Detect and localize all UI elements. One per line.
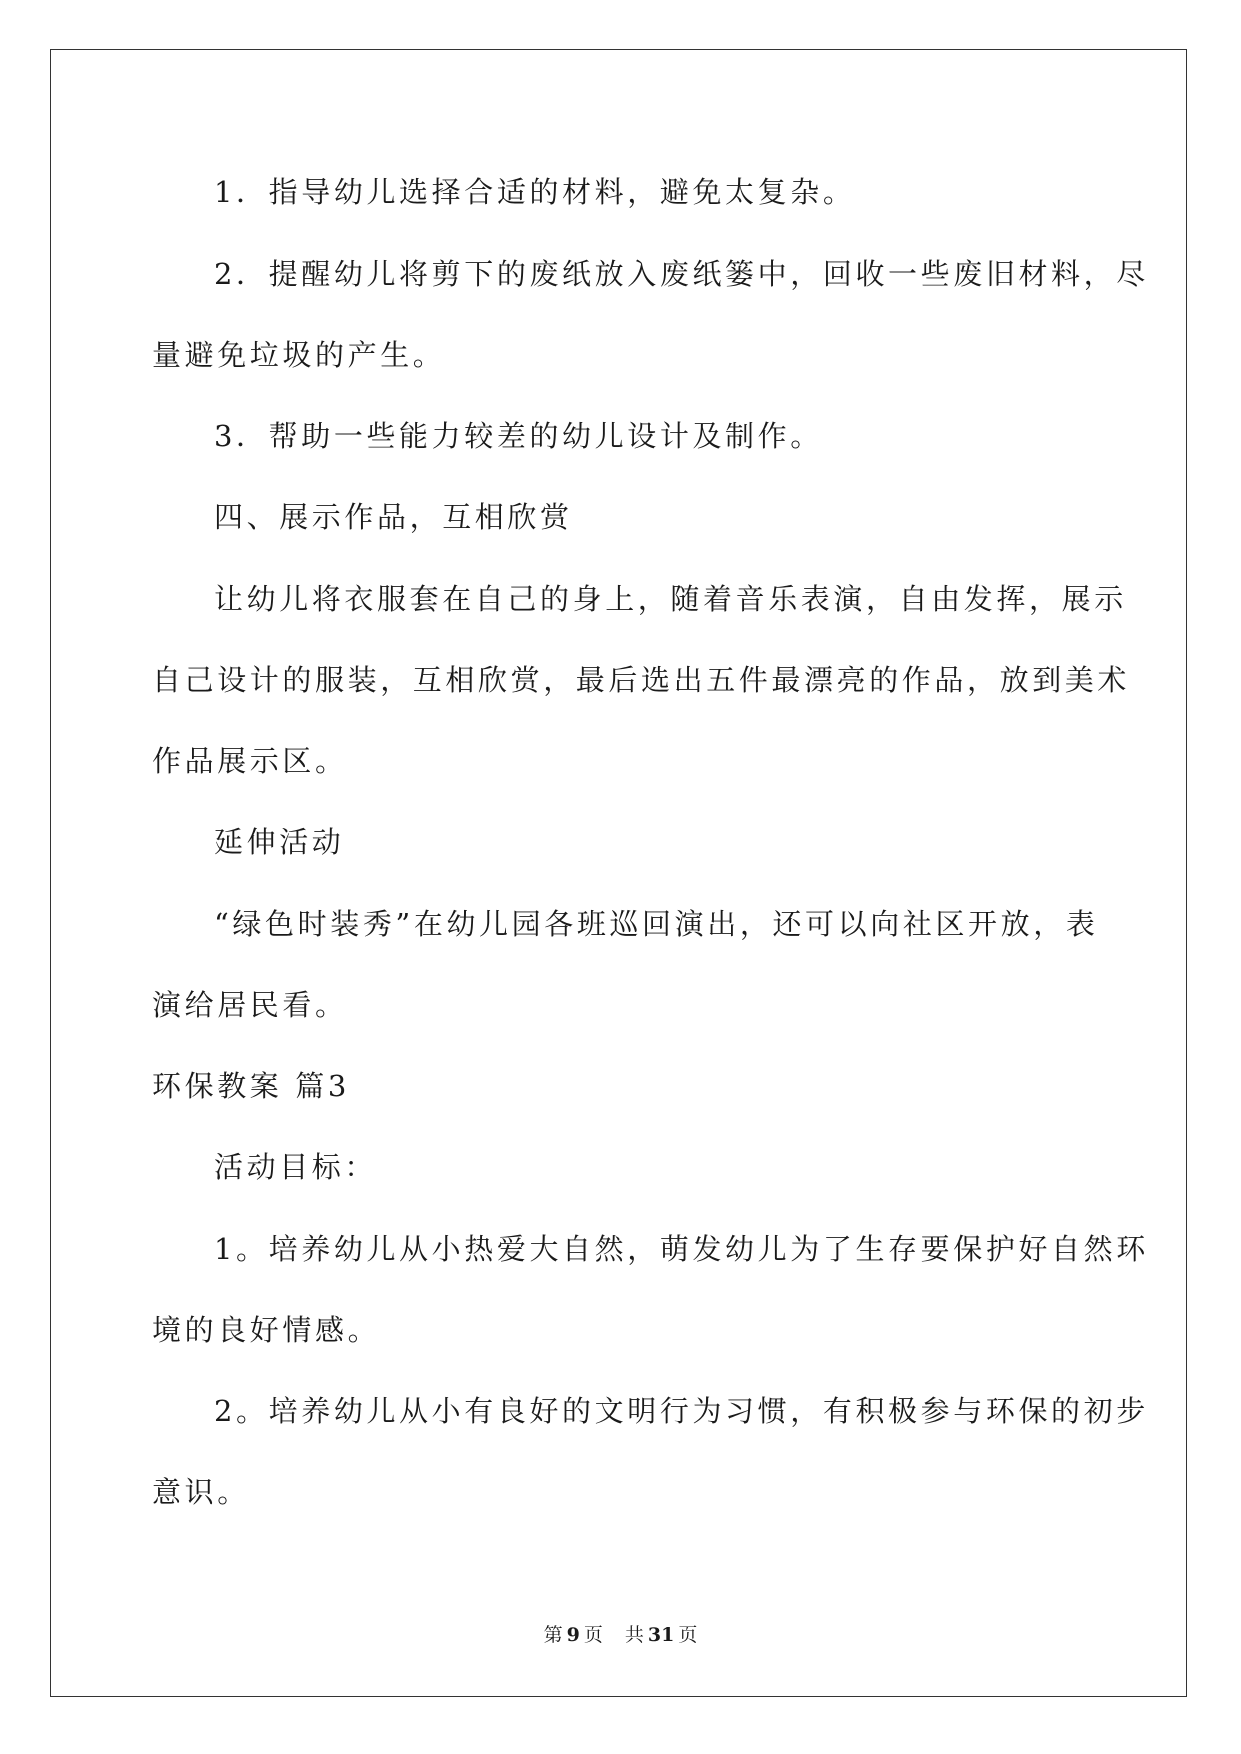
section-heading: 活动目标： — [214, 1150, 378, 1184]
paragraph-line: 1。培养幼儿从小热爱大自然，萌发幼儿为了生存要保护好自然环 — [214, 1232, 1149, 1266]
footer-total-suffix: 页 — [678, 1624, 698, 1646]
section-heading: 延伸活动 — [214, 825, 345, 859]
section-heading: 四、展示作品，互相欣赏 — [214, 500, 573, 534]
page-footer — [0, 1623, 1241, 1647]
footer-prefix: 第 — [543, 1624, 563, 1646]
article-title: 环保教案 篇3 — [152, 1069, 350, 1103]
current-page-number: 9 — [566, 1624, 580, 1646]
page-border — [50, 49, 1187, 1697]
paragraph-line: 境的良好情感。 — [152, 1313, 381, 1347]
paragraph-line: 3．帮助一些能力较差的幼儿设计及制作。 — [214, 419, 823, 453]
footer-total-prefix: 共 — [624, 1624, 644, 1646]
paragraph-line: 1．指导幼儿选择合适的材料，避免太复杂。 — [214, 175, 856, 209]
paragraph-line: 自己设计的服装，互相欣赏，最后选出五件最漂亮的作品，放到美术 — [152, 663, 1131, 697]
paragraph-line: 作品展示区。 — [152, 744, 348, 778]
footer-page-suffix: 页 — [583, 1624, 603, 1646]
paragraph-line: 演给居民看。 — [152, 988, 348, 1022]
paragraph-line: 2。培养幼儿从小有良好的文明行为习惯，有积极参与环保的初步 — [214, 1394, 1149, 1428]
total-page-count: 31 — [647, 1624, 675, 1646]
paragraph-line: 量避免垃圾的产生。 — [152, 338, 446, 372]
paragraph-line: 2．提醒幼儿将剪下的废纸放入废纸篓中，回收一些废旧材料，尽 — [214, 257, 1149, 291]
paragraph-line: 让幼儿将衣服套在自己的身上，随着音乐表演，自由发挥，展示 — [214, 582, 1127, 616]
paragraph-line: 意识。 — [152, 1475, 250, 1509]
paragraph-line: “绿色时装秀”在幼儿园各班巡回演出，还可以向社区开放，表 — [214, 907, 1099, 941]
